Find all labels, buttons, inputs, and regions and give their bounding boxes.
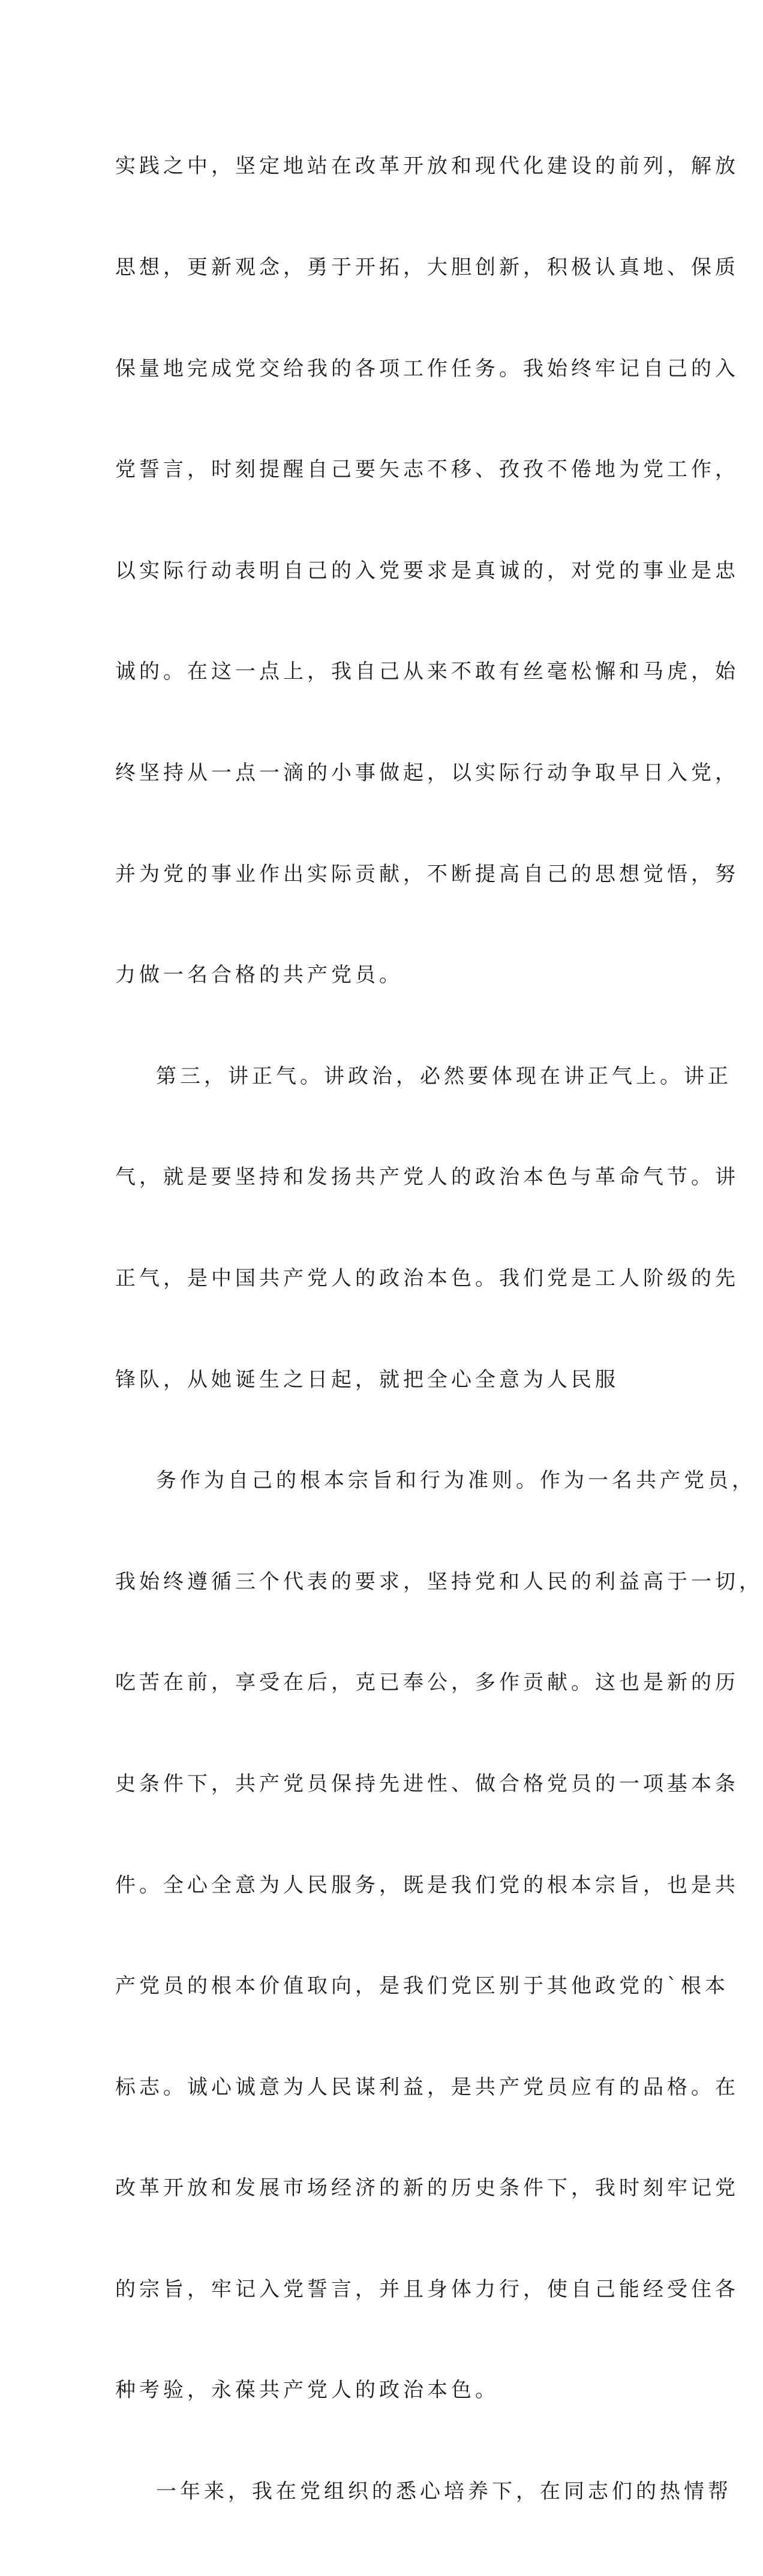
text-line: 史条件下，共产党员保持先进性、做合格党员的一项基本条 bbox=[115, 1771, 739, 1796]
text-line: 以实际行动表明自己的入党要求是真诚的，对党的事业是忠 bbox=[115, 558, 739, 583]
text-line: 力做一名合格的共产党员。 bbox=[115, 963, 403, 988]
body-text bbox=[115, 82, 763, 2576]
text-line: 锋队，从她诞生之日起，就把全心全意为人民服 bbox=[115, 1367, 619, 1392]
text-line: 终坚持从一点一滴的小事做起，以实际行动争取早日入党， bbox=[115, 760, 739, 785]
paragraph-first-line: 一年来，我在党组织的悉心培养下，在同志们的热情帮 bbox=[156, 2479, 732, 2504]
text-line: 吃苦在前，享受在后，克已奉公，多作贡献。这也是新的历 bbox=[115, 1671, 739, 1695]
text-line: 件。全心全意为人民服务，既是我们党的根本宗旨，也是共 bbox=[115, 1873, 739, 1897]
text-line: 正气，是中国共产党人的政治本色。我们党是工人阶级的先 bbox=[115, 1266, 739, 1290]
text-line: 诚的。在这一点上，我自己从来不敢有丝毫松懈和马虎，始 bbox=[115, 660, 739, 684]
text-line: 思想，更新观念，勇于开拓，大胆创新，积极认真地、保质 bbox=[115, 255, 739, 279]
text-line: 并为党的事业作出实际贡献，不断提高自己的思想觉悟，努 bbox=[115, 862, 739, 886]
text-line: 改革开放和发展市场经济的新的历史条件下，我时刻牢记党 bbox=[115, 2176, 739, 2201]
paragraph-first-line: 第三，讲正气。讲政治，必然要体现在讲正气上。讲正 bbox=[156, 1064, 732, 1088]
text-line: 的宗旨，牢记入党誓言，并且身体力行，使自己能经受住各 bbox=[115, 2277, 739, 2301]
paragraph-first-line: 务作为自己的根本宗旨和行为准则。作为一名共产党员， bbox=[156, 1468, 756, 1493]
text-line: 实践之中，坚定地站在改革开放和现代化建设的前列，解放 bbox=[115, 154, 739, 179]
text-line: 我始终遵循三个代表的要求，坚持党和人民的利益高于一切， bbox=[115, 1569, 763, 1594]
text-line: 气，就是要坚持和发扬共产党人的政治本色与革命气节。讲 bbox=[115, 1165, 739, 1190]
text-line: 党誓言，时刻提醒自己要矢志不移、孜孜不倦地为党工作， bbox=[115, 458, 739, 482]
text-line: 保量地完成党交给我的各项工作任务。我始终牢记自己的入 bbox=[115, 356, 739, 381]
text-line: 产党员的根本价值取向，是我们党区别于其他政党的`根本 bbox=[115, 1974, 729, 1999]
text-line: 种考验，永葆共产党人的政治本色。 bbox=[115, 2378, 499, 2403]
text-line: 标志。诚心诚意为人民谋利益，是共产党员应有的品格。在 bbox=[115, 2075, 739, 2099]
